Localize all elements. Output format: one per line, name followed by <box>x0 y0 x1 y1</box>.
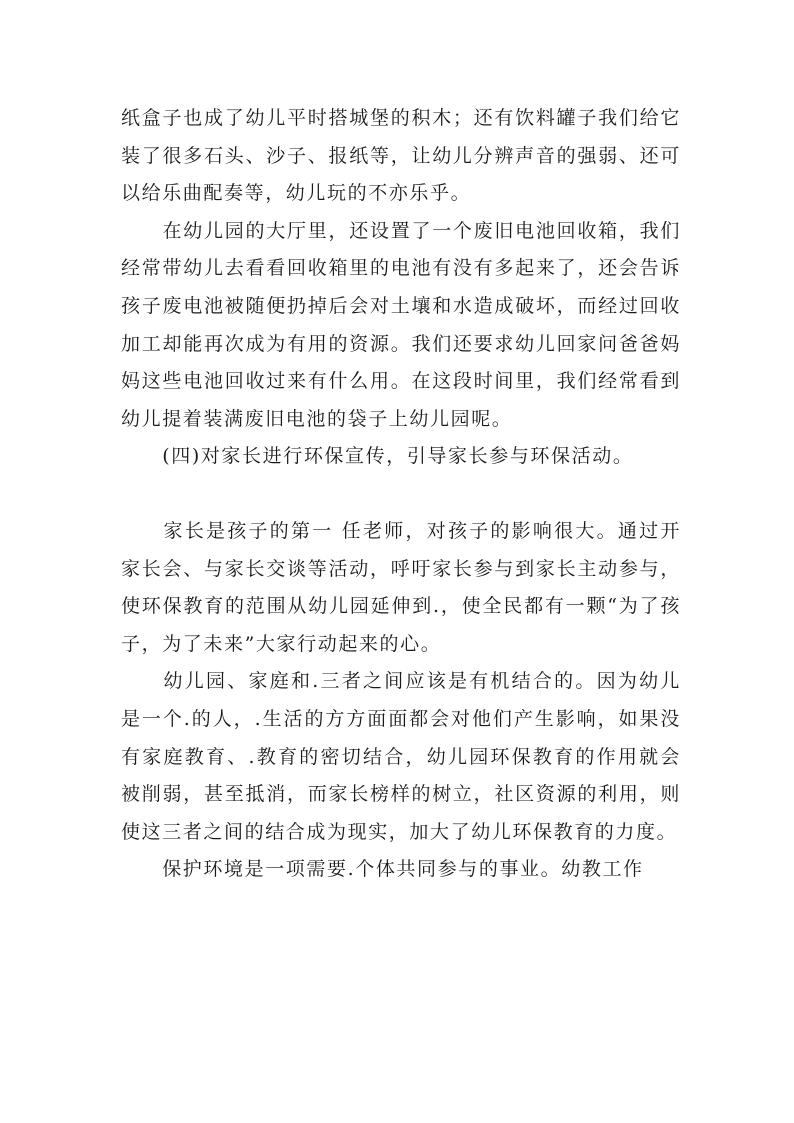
document-body <box>121 100 681 889</box>
paragraph-environment-protection: 保护环境是一项需要.个体共同参与的事业。幼教工作 <box>121 858 644 881</box>
paragraph-toys: 纸盒子也成了幼儿平时搭城堡的积木；还有饮料罐子我们给它装了很多石头、沙子、报纸等，让幼儿分辨声音的强弱、还可以给乐曲配奏等，幼儿玩的不亦乐乎。 <box>121 107 681 205</box>
paragraph-kindergarten-family: 幼儿园、家庭和.三者之间应该是有机结合的。因为幼儿是一个.的人，.生活的方方面面都会对他们产生影响，如果没有家庭教育、.教育的密切结合，幼儿园环保教育的作用就会被削弱，甚至抵消，而家长榜样的树立，社区资源的利用，则使这三者之间的结合成为现实，加大了幼儿环保教育的力度。 <box>121 670 681 843</box>
paragraph-battery-recycling: 在幼儿园的大厅里，还设置了一个废旧电池回收箱，我们经常带幼儿去看看回收箱里的电池有没有多起来了，还会告诉孩子废电池被随便扔掉后会对土壤和水造成破坏，而经过回收加工却能再次成为有用的资源。我们还要求幼儿回家问爸爸妈妈这些电池回收过来有什么用。在这段时间里，我们经常看到幼儿提着装满废旧电池的袋子上幼儿园呢。 <box>121 219 681 430</box>
section-heading-parents: (四)对家长进行环保宣传，引导家长参与环保活动。 <box>121 445 634 468</box>
paragraph-parents: 家长是孩子的第一 任老师，对孩子的影响很大。通过开家长会、与家长交谈等活动，呼吁家长参与到家长主动参与，使环保教育的范围从幼儿园延伸到.，使全民都有一颗“为了孩子，为了未来”大家行动起来的心。 <box>121 519 681 655</box>
